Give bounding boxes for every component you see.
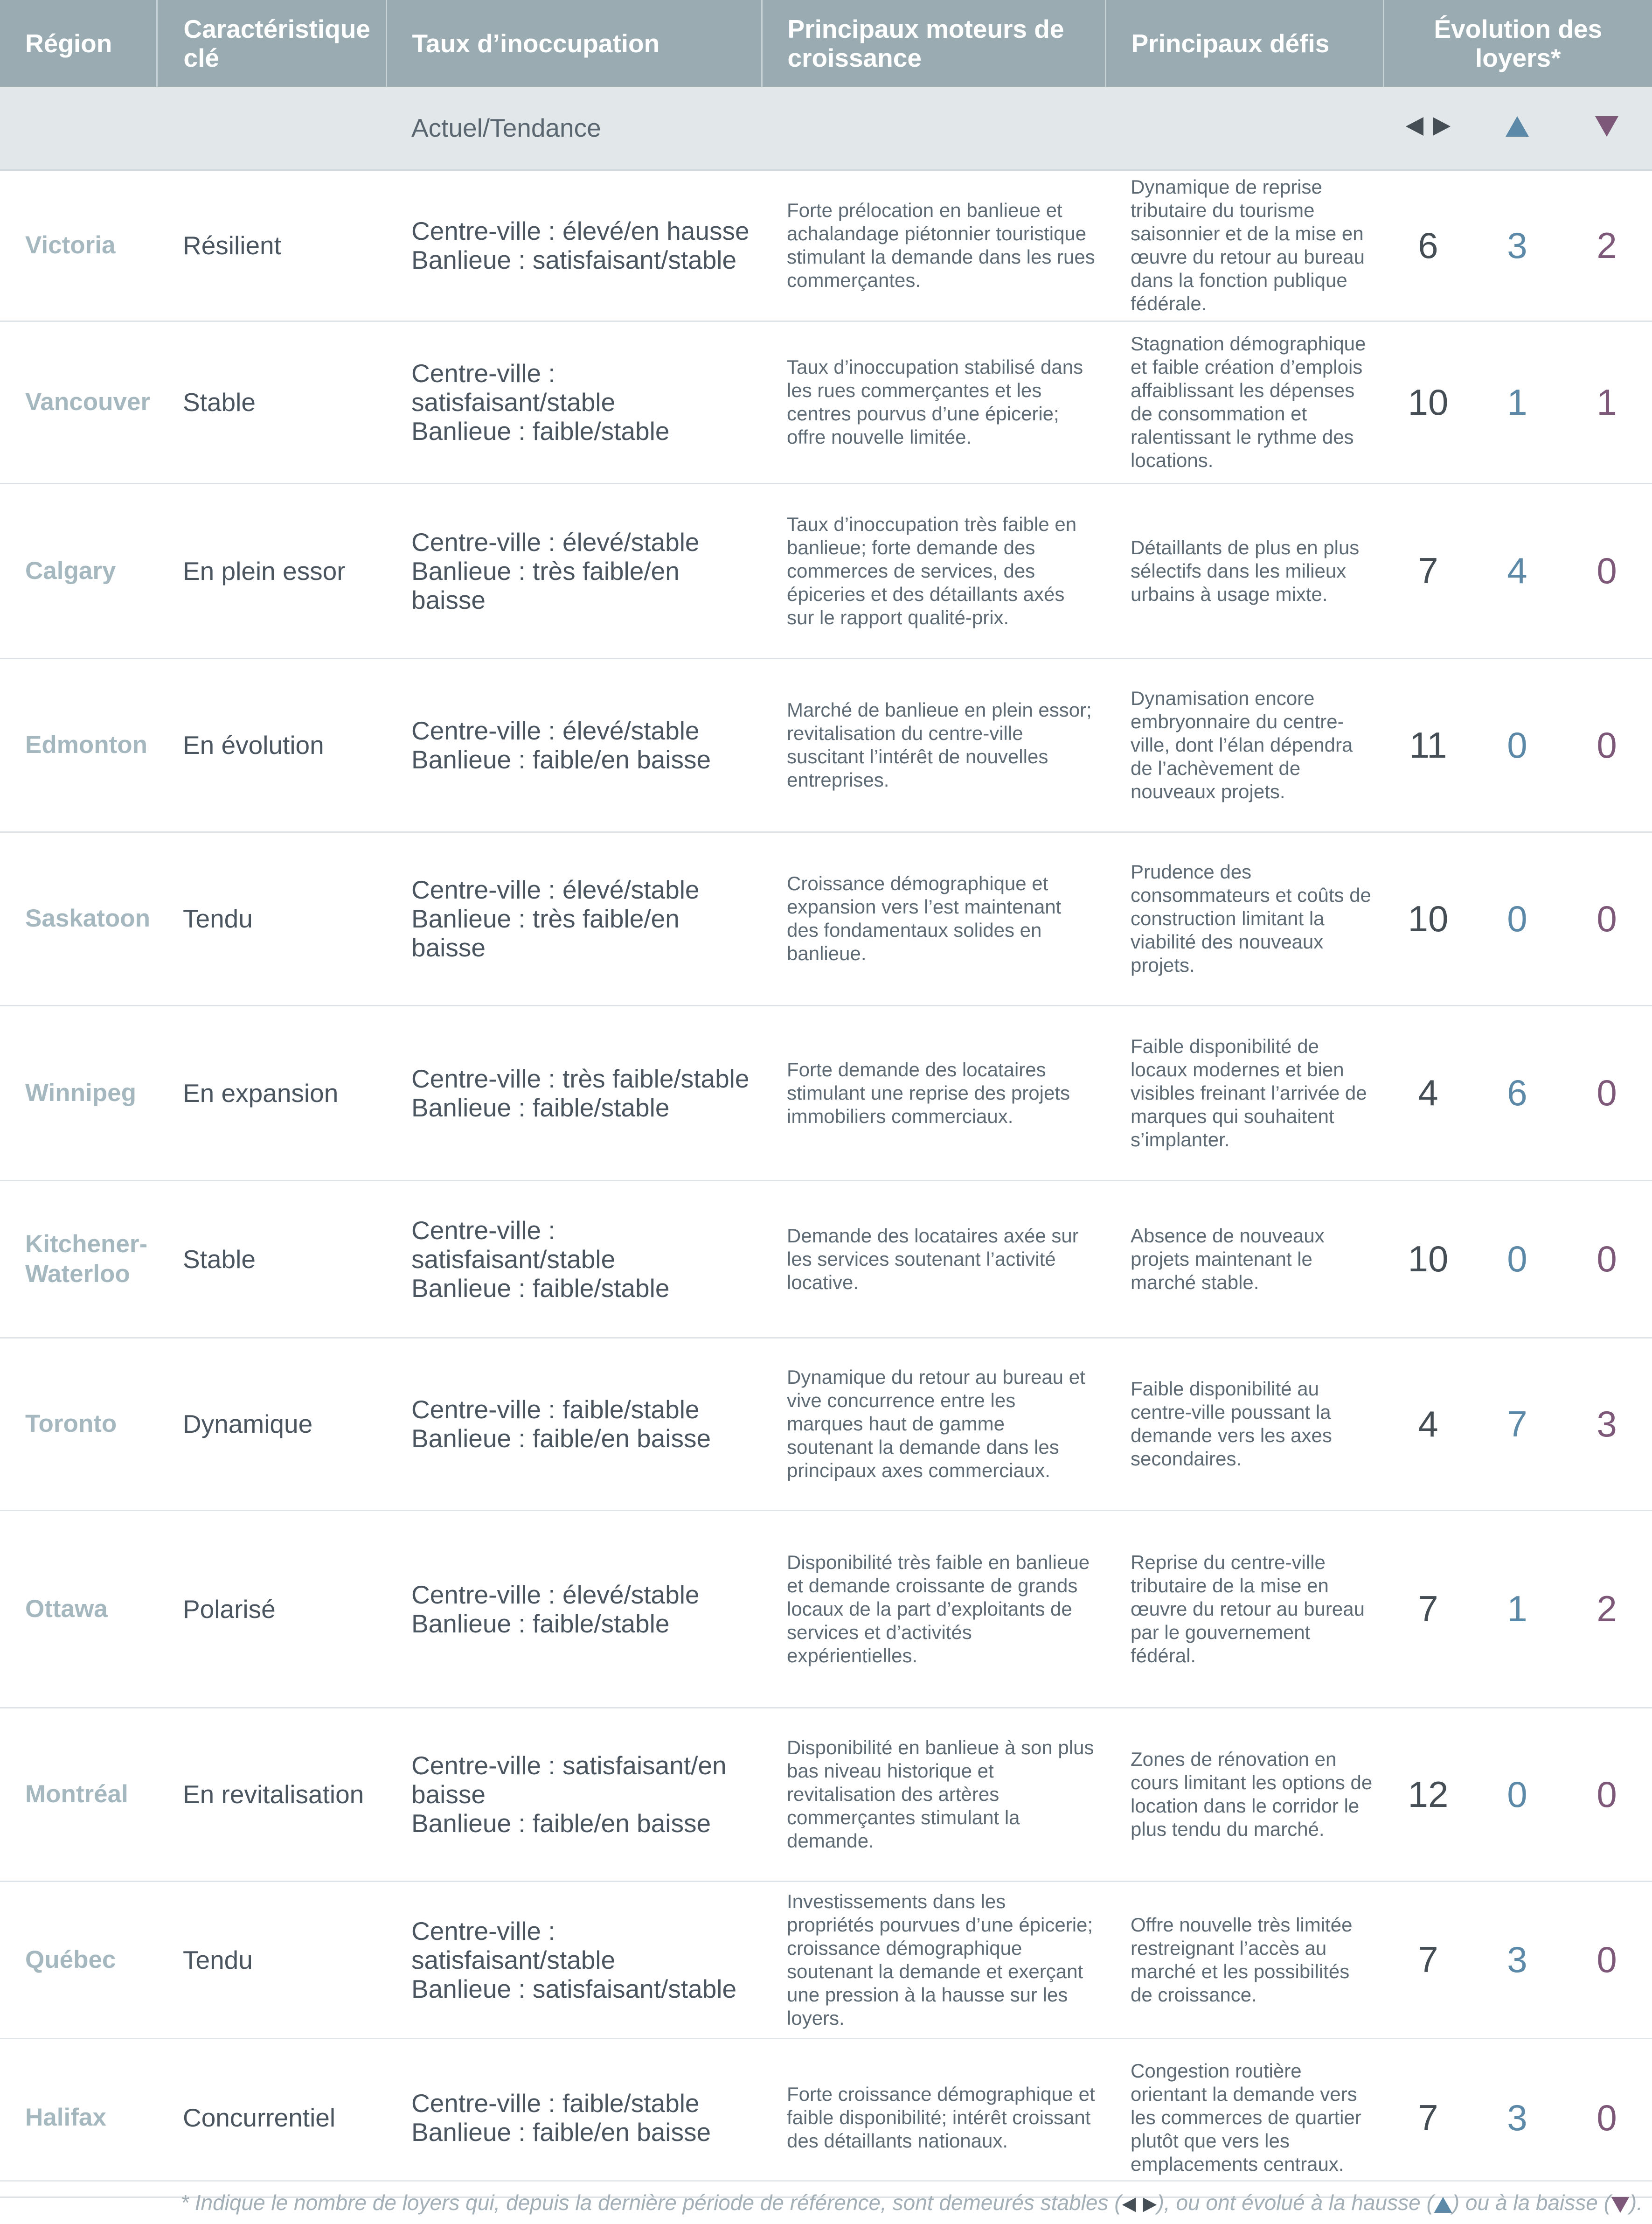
region-cell: Calgary xyxy=(0,483,157,658)
rent-up-count: 3 xyxy=(1473,2038,1562,2197)
rent-up-count: 0 xyxy=(1473,832,1562,1005)
rent-stable-count: 10 xyxy=(1383,832,1473,1005)
occupancy-cell xyxy=(386,2038,762,2197)
drivers-cell: Marché de banlieue en plein essor; revitalisation du centre-ville suscitant l’intérêt de nouvelles entreprises. xyxy=(762,658,1105,832)
rent-up-count: 0 xyxy=(1473,658,1562,832)
drivers-cell: Demande des locataires axée sur les services soutenant l’activité locative. xyxy=(762,1180,1105,1338)
rent-stable-count: 4 xyxy=(1383,1338,1473,1510)
rent-down-count: 0 xyxy=(1562,1005,1652,1180)
subheader-empty xyxy=(0,87,157,170)
rent-down-count: 0 xyxy=(1562,832,1652,1005)
table-row xyxy=(0,2038,1652,2197)
challenges-cell: Prudence des consommateurs et coûts de construction limitant la viabilité des nouveaux projets. xyxy=(1105,832,1383,1005)
key-characteristic-cell: Tendu xyxy=(157,832,386,1005)
table-row xyxy=(0,1881,1652,2038)
occupancy-suburban: Banlieue : faible/en baisse xyxy=(411,745,711,774)
challenges-cell: Dynamisation encore embryonnaire du centre-ville, dont l’élan dépendra de l’achèvement de nouveaux projets. xyxy=(1105,658,1383,832)
drivers-cell: Disponibilité en banlieue à son plus bas niveau historique et revitalisation des artères commerçantes stimulant la demande. xyxy=(762,1708,1105,1881)
challenges-cell: Faible disponibilité de locaux modernes et bien visibles freinant l’arrivée de marques qui souhaitent s’implanter. xyxy=(1105,1005,1383,1180)
occupancy-suburban: Banlieue : satisfaisant/stable xyxy=(411,245,737,274)
rent-down-count: 0 xyxy=(1562,1180,1652,1338)
key-characteristic-cell: Tendu xyxy=(157,1881,386,2038)
up-triangle-icon xyxy=(1473,87,1562,170)
table-row xyxy=(0,321,1652,483)
challenges-cell: Stagnation démographique et faible création d’emplois affaiblissant les dépenses de consommation et ralentissant le rythme des locations. xyxy=(1105,321,1383,483)
table-row xyxy=(0,658,1652,832)
occupancy-downtown: Centre-ville : élevé/en hausse xyxy=(411,216,750,245)
occupancy-suburban: Banlieue : faible/stable xyxy=(411,417,670,446)
key-characteristic-cell: En expansion xyxy=(157,1005,386,1180)
occupancy-suburban: Banlieue : faible/en baisse xyxy=(411,1424,711,1453)
key-characteristic-cell: Concurrentiel xyxy=(157,2038,386,2197)
occupancy-cell xyxy=(386,1005,762,1180)
challenges-cell: Congestion routière orientant la demande vers les commerces de quartier plutôt que vers les emplacements centraux. xyxy=(1105,2038,1383,2197)
region-cell: Vancouver xyxy=(0,321,157,483)
challenges-cell: Reprise du centre-ville tributaire de la mise en œuvre du retour au bureau par le gouvernement fédéral. xyxy=(1105,1510,1383,1708)
rent-down-count: 2 xyxy=(1562,170,1652,321)
subheader-trend: Actuel/Tendance xyxy=(386,87,762,170)
occupancy-suburban: Banlieue : satisfaisant/stable xyxy=(411,1974,737,2003)
header-drivers: Principaux moteurs de croissance xyxy=(762,0,1105,87)
drivers-cell: Forte croissance démographique et faible disponibilité; intérêt croissant des détaillants nationaux. xyxy=(762,2038,1105,2197)
rent-up-count: 7 xyxy=(1473,1338,1562,1510)
subheader-row xyxy=(0,87,1652,170)
region-cell: Edmonton xyxy=(0,658,157,832)
table-row xyxy=(0,1510,1652,1708)
key-characteristic-cell: Stable xyxy=(157,321,386,483)
table-body xyxy=(0,170,1652,2197)
rent-stable-count: 12 xyxy=(1383,1708,1473,1881)
rent-stable-count: 11 xyxy=(1383,658,1473,832)
occupancy-cell xyxy=(386,658,762,832)
table-row xyxy=(0,832,1652,1005)
occupancy-downtown: Centre-ville : élevé/stable xyxy=(411,716,700,745)
occupancy-cell xyxy=(386,1708,762,1881)
rent-up-count: 3 xyxy=(1473,1881,1562,2038)
header-row xyxy=(0,0,1652,87)
rent-stable-count: 7 xyxy=(1383,1881,1473,2038)
occupancy-downtown: Centre-ville : faible/stable xyxy=(411,1395,700,1424)
region-cell: Halifax xyxy=(0,2038,157,2197)
table-row xyxy=(0,1180,1652,1338)
drivers-cell: Investissements dans les propriétés pourvues d’une épicerie; croissance démographique soutenant la demande et exerçant une pression à la hausse sur les loyers. xyxy=(762,1881,1105,2038)
rent-stable-count: 10 xyxy=(1383,1180,1473,1338)
table-row xyxy=(0,1708,1652,1881)
rent-stable-count: 7 xyxy=(1383,1510,1473,1708)
region-cell: Montréal xyxy=(0,1708,157,1881)
rent-up-count: 1 xyxy=(1473,1510,1562,1708)
subheader-empty xyxy=(157,87,386,170)
rent-up-count: 3 xyxy=(1473,170,1562,321)
challenges-cell: Zones de rénovation en cours limitant les options de location dans le corridor le plus tendu du marché. xyxy=(1105,1708,1383,1881)
occupancy-downtown: Centre-ville : élevé/stable xyxy=(411,527,700,557)
occupancy-downtown: Centre-ville : satisfaisant/stable xyxy=(411,1916,616,1974)
drivers-cell: Forte prélocation en banlieue et achalandage piétonnier touristique stimulant la demande dans les rues commerçantes. xyxy=(762,170,1105,321)
table-row xyxy=(0,1338,1652,1510)
occupancy-cell xyxy=(386,170,762,321)
occupancy-downtown: Centre-ville : satisfaisant/stable xyxy=(411,359,616,417)
stable-arrows-icon xyxy=(1383,87,1473,170)
drivers-cell: Forte demande des locataires stimulant une reprise des projets immobiliers commerciaux. xyxy=(762,1005,1105,1180)
up-triangle-icon xyxy=(1434,2197,1452,2213)
occupancy-cell xyxy=(386,832,762,1005)
occupancy-downtown: Centre-ville : satisfaisant/en baisse xyxy=(411,1751,727,1809)
drivers-cell: Dynamique du retour au bureau et vive concurrence entre les marques haut de gamme soutenant la demande dans les principaux axes commerciaux. xyxy=(762,1338,1105,1510)
rent-down-count: 3 xyxy=(1562,1338,1652,1510)
key-characteristic-cell: En plein essor xyxy=(157,483,386,658)
occupancy-cell xyxy=(386,1338,762,1510)
drivers-cell: Taux d’inoccupation stabilisé dans les rues commerçantes et les centres pourvus d’une épicerie; offre nouvelle limitée. xyxy=(762,321,1105,483)
subheader-empty xyxy=(1105,87,1383,170)
key-characteristic-cell: Polarisé xyxy=(157,1510,386,1708)
rent-down-count: 0 xyxy=(1562,2038,1652,2197)
occupancy-suburban: Banlieue : faible/en baisse xyxy=(411,2118,711,2147)
occupancy-suburban: Banlieue : faible/stable xyxy=(411,1273,670,1303)
subheader-empty xyxy=(762,87,1105,170)
occupancy-suburban: Banlieue : faible/en baisse xyxy=(411,1809,711,1838)
footnote-text-2: ), ou ont évolué à la hausse ( xyxy=(1157,2190,1434,2215)
header-region: Région xyxy=(0,0,157,87)
rent-up-count: 0 xyxy=(1473,1708,1562,1881)
occupancy-suburban: Banlieue : faible/stable xyxy=(411,1609,670,1638)
table-row xyxy=(0,483,1652,658)
key-characteristic-cell: Dynamique xyxy=(157,1338,386,1510)
challenges-cell: Faible disponibilité au centre-ville poussant la demande vers les axes secondaires. xyxy=(1105,1338,1383,1510)
occupancy-suburban: Banlieue : faible/stable xyxy=(411,1093,670,1122)
header-occupancy: Taux d’inoccupation xyxy=(386,0,762,87)
occupancy-cell xyxy=(386,1510,762,1708)
occupancy-downtown: Centre-ville : élevé/stable xyxy=(411,1580,700,1609)
table-row xyxy=(0,1005,1652,1180)
occupancy-suburban: Banlieue : très faible/en baisse xyxy=(411,904,680,962)
header-rent: Évolution des loyers* xyxy=(1383,0,1652,87)
region-cell: Saskatoon xyxy=(0,832,157,1005)
region-cell: Victoria xyxy=(0,170,157,321)
occupancy-downtown: Centre-ville : faible/stable xyxy=(411,2089,700,2118)
rent-down-count: 2 xyxy=(1562,1510,1652,1708)
key-characteristic-cell: Résilient xyxy=(157,170,386,321)
occupancy-downtown: Centre-ville : élevé/stable xyxy=(411,875,700,904)
drivers-cell: Disponibilité très faible en banlieue et demande croissante de grands locaux de la part d’exploitants de services et d’activités expérientielles. xyxy=(762,1510,1105,1708)
occupancy-downtown: Centre-ville : satisfaisant/stable xyxy=(411,1215,616,1274)
key-characteristic-cell: En revitalisation xyxy=(157,1708,386,1881)
rent-stable-count: 7 xyxy=(1383,483,1473,658)
key-characteristic-cell: Stable xyxy=(157,1180,386,1338)
drivers-cell: Taux d’inoccupation très faible en banlieue; forte demande des commerces de services, des épiceries et des détaillants axés sur le rapport qualité-prix. xyxy=(762,483,1105,658)
occupancy-cell xyxy=(386,1180,762,1338)
footnote-text-3: ) ou à la baisse ( xyxy=(1452,2190,1611,2215)
rent-up-count: 6 xyxy=(1473,1005,1562,1180)
rent-down-count: 0 xyxy=(1562,483,1652,658)
occupancy-cell xyxy=(386,1881,762,2038)
rent-down-count: 0 xyxy=(1562,1708,1652,1881)
header-key: Caractéristique clé xyxy=(157,0,386,87)
down-triangle-icon xyxy=(1611,2197,1630,2213)
region-cell: Kitchener-Waterloo xyxy=(0,1180,157,1338)
occupancy-suburban: Banlieue : très faible/en baisse xyxy=(411,556,680,614)
drivers-cell: Croissance démographique et expansion vers l’est maintenant des fondamentaux solides en banlieue. xyxy=(762,832,1105,1005)
occupancy-cell xyxy=(386,483,762,658)
occupancy-cell xyxy=(386,321,762,483)
rent-stable-count: 4 xyxy=(1383,1005,1473,1180)
down-triangle-icon xyxy=(1562,87,1652,170)
rent-down-count: 0 xyxy=(1562,1881,1652,2038)
rent-up-count: 1 xyxy=(1473,321,1562,483)
challenges-cell: Offre nouvelle très limitée restreignant l’accès au marché et les possibilités de croissance. xyxy=(1105,1881,1383,2038)
rent-down-count: 1 xyxy=(1562,321,1652,483)
challenges-cell: Détaillants de plus en plus sélectifs dans les milieux urbains à usage mixte. xyxy=(1105,483,1383,658)
rent-stable-count: 10 xyxy=(1383,321,1473,483)
key-characteristic-cell: En évolution xyxy=(157,658,386,832)
challenges-cell: Absence de nouveaux projets maintenant le marché stable. xyxy=(1105,1180,1383,1338)
rent-stable-count: 6 xyxy=(1383,170,1473,321)
table-row xyxy=(0,170,1652,321)
challenges-cell: Dynamique de reprise tributaire du tourisme saisonnier et de la mise en œuvre du retour au bureau dans la fonction publique fédérale. xyxy=(1105,170,1383,321)
footnote xyxy=(0,2180,1652,2224)
stable-arrows-icon xyxy=(1122,2197,1157,2213)
header-challenges: Principaux défis xyxy=(1105,0,1383,87)
region-cell: Winnipeg xyxy=(0,1005,157,1180)
rent-up-count: 4 xyxy=(1473,483,1562,658)
rent-stable-count: 7 xyxy=(1383,2038,1473,2197)
region-cell: Québec xyxy=(0,1881,157,2038)
occupancy-downtown: Centre-ville : très faible/stable xyxy=(411,1064,750,1093)
region-cell: Toronto xyxy=(0,1338,157,1510)
rent-up-count: 0 xyxy=(1473,1180,1562,1338)
footnote-text-1: * Indique le nombre de loyers qui, depuis la dernière période de référence, sont demeurés stables ( xyxy=(180,2190,1122,2215)
region-cell: Ottawa xyxy=(0,1510,157,1708)
footnote-text-4: ). xyxy=(1629,2190,1643,2215)
rent-down-count: 0 xyxy=(1562,658,1652,832)
